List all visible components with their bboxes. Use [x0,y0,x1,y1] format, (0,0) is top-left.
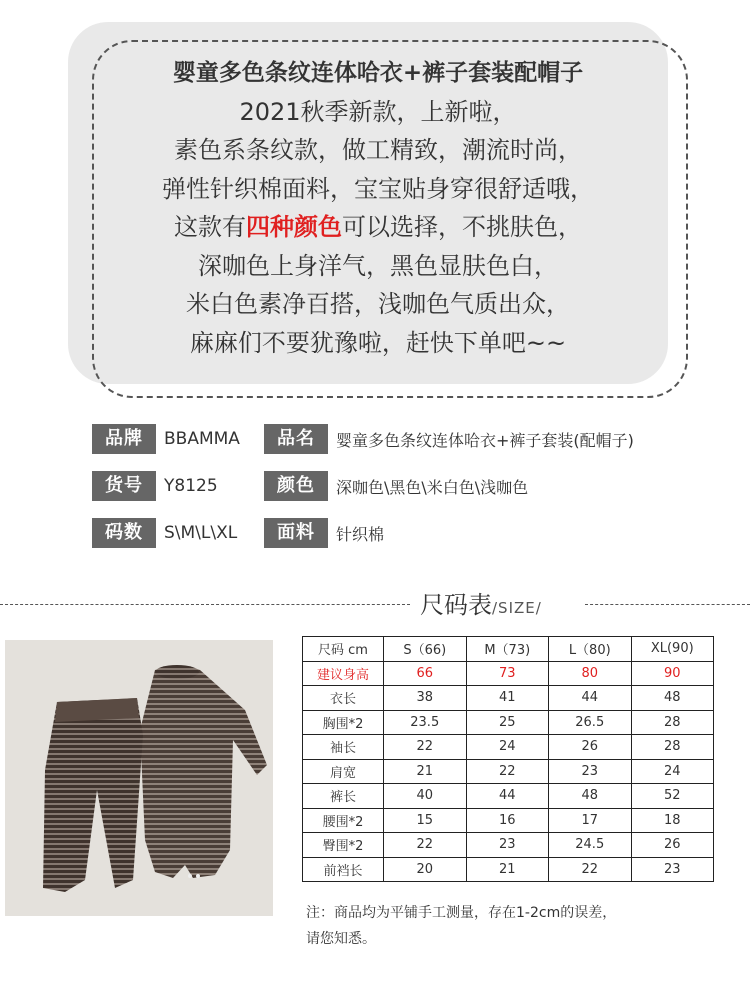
fabric-value: 针织棉 [336,524,385,544]
size-cell: 22 [384,735,467,760]
size-row-label: 衣长 [303,686,384,711]
size-cell: 24.5 [549,833,632,858]
size-cell: 73 [466,661,549,686]
info-row-size [92,518,237,548]
brand-value: BBAMMA [164,429,240,449]
size-row-label: 建议身高 [303,661,384,686]
fabric-label: 面料 [264,518,328,548]
size-cell: 44 [549,686,632,711]
size-row-label: 前裆长 [303,857,384,882]
size-cell: 80 [549,661,632,686]
size-cell: 26 [549,735,632,760]
size-cell: XL(90) [631,637,714,662]
intro-line-6: 米白色素净百搭，浅咖色气质出众， [186,290,570,318]
name-label: 品名 [264,424,328,454]
size-cell: 23 [631,857,714,882]
size-cell: 44 [466,784,549,809]
size-row-label: 臀围*2 [303,833,384,858]
size-cell: 40 [384,784,467,809]
intro-line-1: 2021秋季新款，上新啦， [239,97,517,126]
size-table-row [303,735,714,760]
size-table-row [303,857,714,882]
intro-line-4-post: 可以选择，不挑肤色， [342,213,582,241]
color-label: 颜色 [264,471,328,501]
size-cell: 28 [631,710,714,735]
size-cell: 22 [384,833,467,858]
size-cell: 48 [631,686,714,711]
info-row-fabric [264,518,384,548]
size-table-row [303,661,714,686]
intro-text-block [92,54,664,362]
size-cell: 41 [466,686,549,711]
size-cell: L（80) [549,637,632,662]
striped-outfit-illustration [5,640,273,916]
size-table-row [303,759,714,784]
size-cell: 21 [384,759,467,784]
size-cell: 18 [631,808,714,833]
sku-value: Y8125 [164,476,218,496]
brand-label: 品牌 [92,424,156,454]
size-table-row [303,808,714,833]
intro-line-3: 弹性针织棉面料，宝宝贴身穿很舒适哦， [162,174,594,203]
size-table-row [303,710,714,735]
size-cell: 15 [384,808,467,833]
size-cell: 24 [466,735,549,760]
size-cell: 20 [384,857,467,882]
size-row-label: 袖长 [303,735,384,760]
size-row-label: 胸围*2 [303,710,384,735]
intro-line-5: 深咖色上身洋气，黑色显肤色白， [198,251,558,280]
product-photo [5,640,273,916]
size-cell: 25 [466,710,549,735]
intro-line-4 [92,208,664,247]
info-row-brand [92,424,240,454]
color-value: 深咖色\黑色\米白色\浅咖色 [336,477,529,497]
product-title: 婴童多色条纹连体哈衣+裤子套装配帽子 [172,60,584,86]
size-table-row [303,784,714,809]
size-header-divider-left [0,604,410,605]
info-row-sku [92,471,218,501]
size-cell: 48 [549,784,632,809]
size-cell: 38 [384,686,467,711]
size-cell: 16 [466,808,549,833]
intro-line-7: 麻麻们不要犹豫啦，赶快下单吧~~ [189,328,567,357]
size-cell: 22 [466,759,549,784]
size-cell: 17 [549,808,632,833]
size-cell: 24 [631,759,714,784]
size-cell: 22 [549,857,632,882]
size-chart-title: 尺码表 [420,591,492,619]
info-row-name [264,424,634,454]
note-line-2: 请您知悉。 [306,931,376,947]
size-row-label: 腰围*2 [303,808,384,833]
size-cell: 23 [549,759,632,784]
size-row-label: 裤长 [303,784,384,809]
size-value: S\M\L\XL [164,523,238,543]
size-cell: 28 [631,735,714,760]
size-chart-heading [420,588,542,622]
intro-line-4-pre: 这款有 [174,213,246,241]
size-cell: 23.5 [384,710,467,735]
intro-color-highlight: 四种颜色 [246,213,342,241]
size-cell: 26 [631,833,714,858]
size-cell: 26.5 [549,710,632,735]
size-table-row [303,833,714,858]
size-cell: S（66) [384,637,467,662]
size-cell: 23 [466,833,549,858]
size-cell: 52 [631,784,714,809]
note-line-1: 注：商品均为平铺手工测量，存在1-2cm的误差， [306,905,617,921]
size-header-divider-right [585,604,750,605]
measurement-note [306,900,726,952]
size-table-body [303,637,714,882]
info-row-color [264,471,528,501]
size-row-label: 肩宽 [303,759,384,784]
size-table [302,636,714,882]
name-value: 婴童多色条纹连体哈衣+裤子套装(配帽子) [336,430,634,450]
size-label: 码数 [92,518,156,548]
size-cell: 66 [384,661,467,686]
size-table-header-row [303,637,714,662]
size-row-label: 尺码 cm [303,637,384,662]
sku-label: 货号 [92,471,156,501]
size-cell: 90 [631,661,714,686]
size-cell: 21 [466,857,549,882]
size-table-row [303,686,714,711]
size-chart-subtitle: /SIZE/ [492,599,542,617]
size-cell: M（73) [466,637,549,662]
intro-line-2: 素色系条纹款，做工精致，潮流时尚， [174,136,582,164]
